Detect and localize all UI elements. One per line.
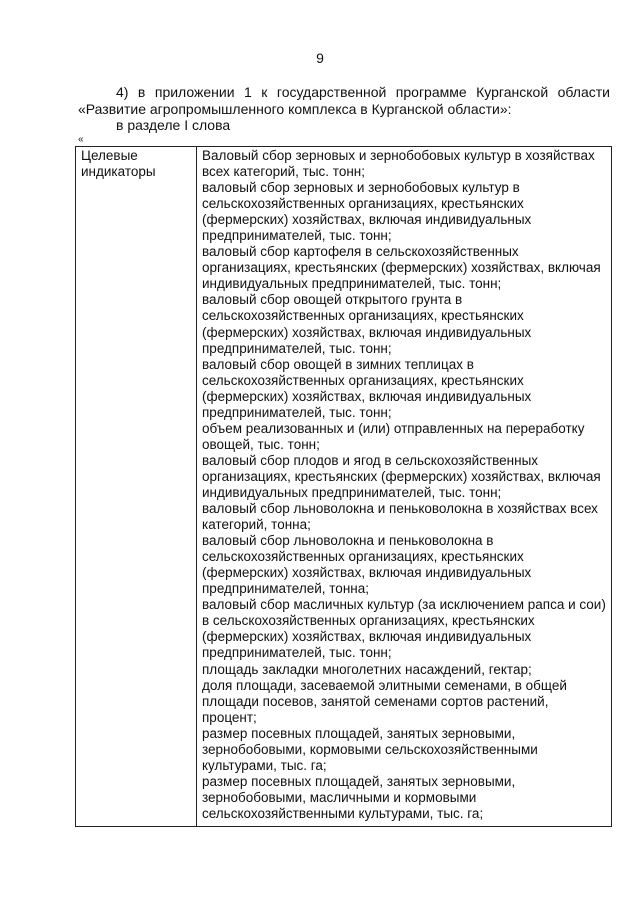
indicator-item: доля площади, засеваемой элитными семенами, в общей площади посевов, занятой семенами сортов растений, процент; <box>202 677 567 725</box>
indicator-item: валовый сбор картофеля в сельскохозяйственных организациях, крестьянских (фермерских) хозяйствах, включая индивидуальных предпринимателей, тыс. тонн; <box>202 244 601 292</box>
target-indicators-table <box>75 146 612 827</box>
intro-line-3: в разделе I слова <box>116 117 231 133</box>
table-label-cell: Целевые индикаторы <box>76 147 197 827</box>
intro-line-2: «Развитие агропромышленного комплекса в Курганской области»: <box>78 100 512 117</box>
indicator-item: валовый сбор масличных культур (за исключением рапса и сои) в сельскохозяйственных организациях, крестьянских (фермерских) хозяйствах, включая индивидуальных предпринимателей, тыс. тонн; <box>202 597 606 661</box>
indicator-item: Валовый сбор зерновых и зернобобовых культур в хозяйствах всех категорий, тыс. тонн; <box>202 148 595 180</box>
table-row <box>76 147 612 827</box>
intro-line-1: 4) в приложении 1 к государственной программе Курганской области <box>116 84 610 100</box>
indicator-item: объем реализованных и (или) отправленных на переработку овощей, тыс. тонн; <box>202 420 585 452</box>
opening-quote-mark: « <box>78 134 84 145</box>
indicator-item: валовый сбор зерновых и зернобобовых культур в сельскохозяйственных организациях, крестьянских (фермерских) хозяйствах, включая индивидуальных предпринимателей, тыс. тонн; <box>202 180 532 244</box>
indicator-item: валовый сбор овощей в зимних теплицах в сельскохозяйственных организациях, крестьянских (фермерских) хозяйствах, включая индивидуальных предпринимателей, тыс. тонн; <box>202 356 532 420</box>
indicator-item: площадь закладки многолетних насаждений, гектар; <box>202 661 532 677</box>
indicator-item: валовый сбор льноволокна и пеньковолокна в хозяйствах всех категорий, тонна; <box>202 501 598 533</box>
intro-paragraph <box>78 84 610 134</box>
indicator-item: размер посевных площадей, занятых зерновыми, зернобобовыми, масличными и кормовыми сельскохозяйственными культурами, тыс. га; <box>202 773 516 821</box>
table-items-cell <box>197 147 612 827</box>
indicator-item: валовый сбор льноволокна и пеньковолокна в сельскохозяйственных организациях, крестьянских (фермерских) хозяйствах, включая индивидуальных предпринимателей, тонна; <box>202 533 532 597</box>
indicator-item: валовый сбор овощей открытого грунта в сельскохозяйственных организациях, крестьянских (фермерских) хозяйствах, включая индивидуальных предпринимателей, тыс. тонн; <box>202 292 532 356</box>
indicator-item: валовый сбор плодов и ягод в сельскохозяйственных организациях, крестьянских (фермерских) хозяйствах, включая индивидуальных предпринимателей, тыс. тонн; <box>202 452 601 500</box>
page-number: 9 <box>316 50 324 66</box>
indicator-item: размер посевных площадей, занятых зерновыми, зернобобовыми, кормовыми сельскохозяйственными культурами, тыс. га; <box>202 725 538 773</box>
